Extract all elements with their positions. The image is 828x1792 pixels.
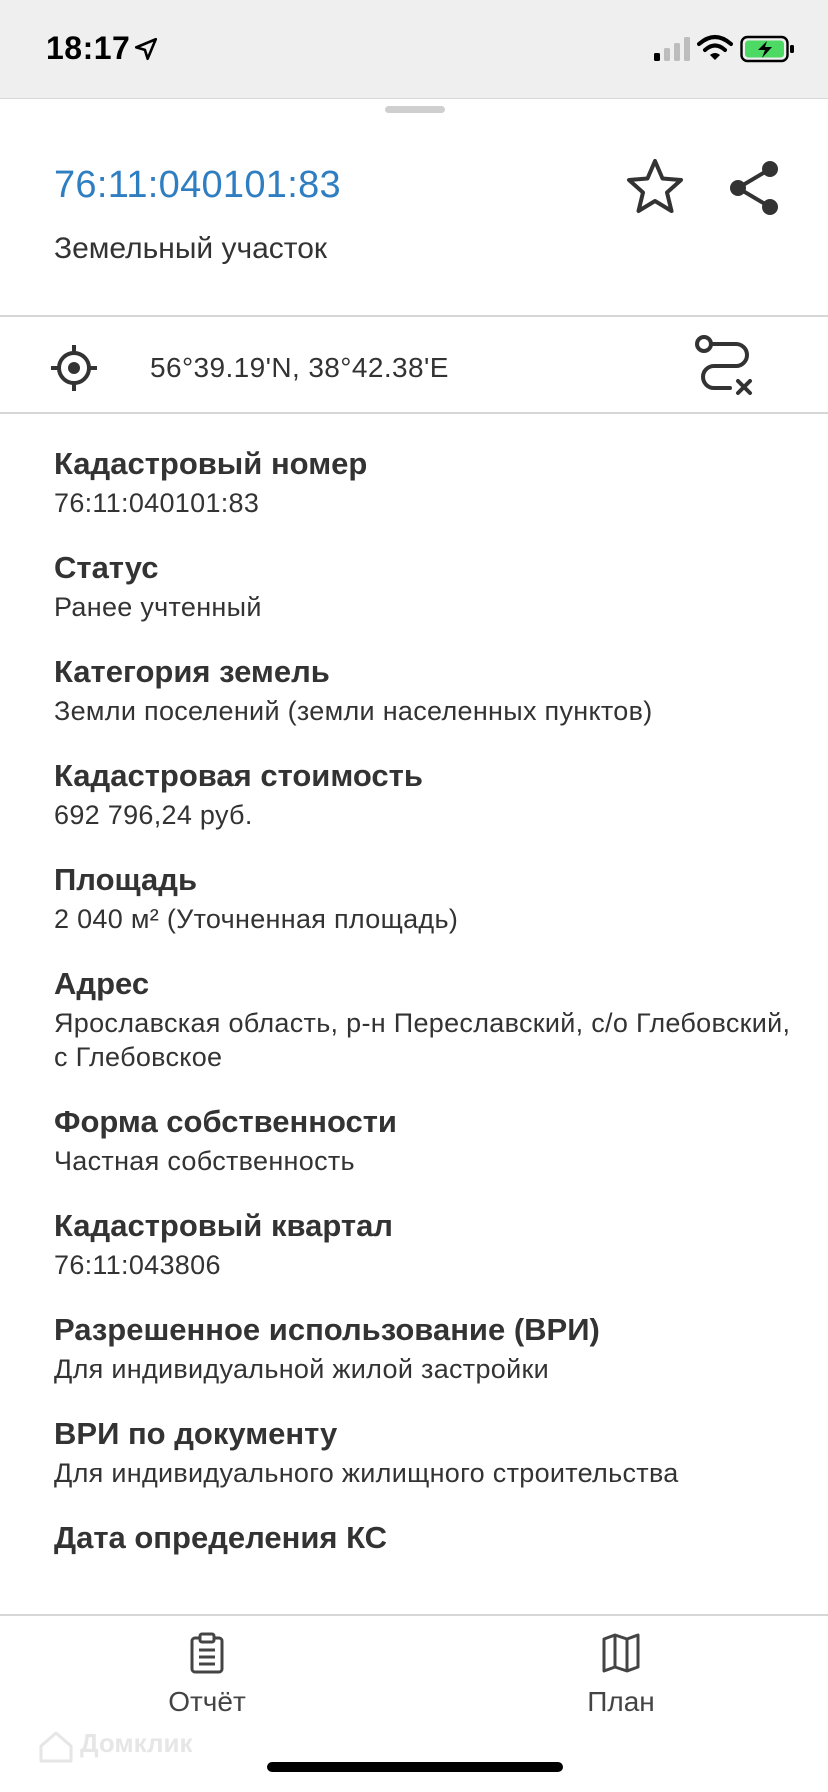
property-value: Для индивидуального жилищного строительства	[54, 1458, 679, 1488]
property-label: Площадь	[54, 862, 198, 897]
property-list	[54, 444, 794, 1586]
route-icon[interactable]	[694, 334, 756, 396]
property-value: Ранее учтенный	[54, 592, 262, 622]
page-title: 76:11:040101:83	[54, 164, 341, 206]
share-icon[interactable]	[726, 158, 782, 218]
tab-report-label: Отчёт	[168, 1686, 246, 1717]
wifi-icon	[697, 34, 733, 62]
property-value: 76:11:040101:83	[54, 488, 260, 518]
property-item	[54, 652, 794, 728]
property-item	[54, 964, 794, 1074]
property-item	[54, 1102, 794, 1178]
property-value: Для индивидуальной жилой застройки	[54, 1354, 549, 1384]
favorite-star-icon[interactable]	[624, 156, 686, 218]
property-value: Частная собственность	[54, 1146, 355, 1176]
property-value: 692 796,24 руб.	[54, 800, 253, 830]
battery-charging-icon	[740, 34, 796, 64]
property-item	[54, 860, 794, 936]
clipboard-icon	[187, 1632, 227, 1674]
property-value: 76:11:043806	[54, 1250, 221, 1280]
tab-plan-label: План	[587, 1686, 655, 1717]
sheet-border	[0, 98, 828, 99]
property-item	[54, 444, 794, 520]
property-value: Земли поселений (земли населенных пунктов)	[54, 696, 653, 726]
sheet-grabber-handle[interactable]	[385, 106, 445, 113]
property-label: Дата определения КС	[54, 1520, 388, 1555]
map-icon	[601, 1632, 641, 1674]
tab-report[interactable]	[107, 1616, 307, 1726]
watermark-logo-text: Домклик	[80, 1728, 193, 1758]
home-indicator[interactable]	[267, 1762, 563, 1772]
property-item	[54, 1414, 794, 1490]
coordinates-text[interactable]: 56°39.19'N, 38°42.38'E	[150, 352, 449, 383]
property-value: Ярославская область, р-н Переславский, с/о Глебовский, с Глебовское	[54, 1008, 791, 1072]
property-label: Форма собственности	[54, 1104, 397, 1139]
property-item	[54, 756, 794, 832]
property-item	[54, 1310, 794, 1386]
property-item	[54, 1206, 794, 1282]
property-label: Статус	[54, 550, 159, 585]
property-label: Кадастровый квартал	[54, 1208, 394, 1243]
tab-plan[interactable]	[521, 1616, 721, 1726]
target-location-icon[interactable]	[50, 344, 98, 392]
property-label: ВРИ по документу	[54, 1416, 338, 1451]
property-label: Категория земель	[54, 654, 330, 689]
status-bar	[0, 0, 828, 98]
property-item	[54, 1518, 794, 1558]
property-label: Адрес	[54, 966, 150, 1001]
property-label: Кадастровая стоимость	[54, 758, 423, 793]
location-arrow-icon	[133, 36, 159, 62]
property-item	[54, 548, 794, 624]
divider	[0, 315, 828, 317]
status-time: 18:17	[46, 30, 131, 66]
domclick-logo-icon	[38, 1730, 74, 1764]
object-type: Земельный участок	[54, 232, 328, 265]
property-value: 2 040 м² (Уточненная площадь)	[54, 904, 459, 934]
cellular-signal-icon	[652, 36, 692, 62]
property-list-viewport[interactable]	[0, 414, 828, 1614]
property-label: Разрешенное использование (ВРИ)	[54, 1312, 600, 1347]
property-label: Кадастровый номер	[54, 446, 368, 481]
